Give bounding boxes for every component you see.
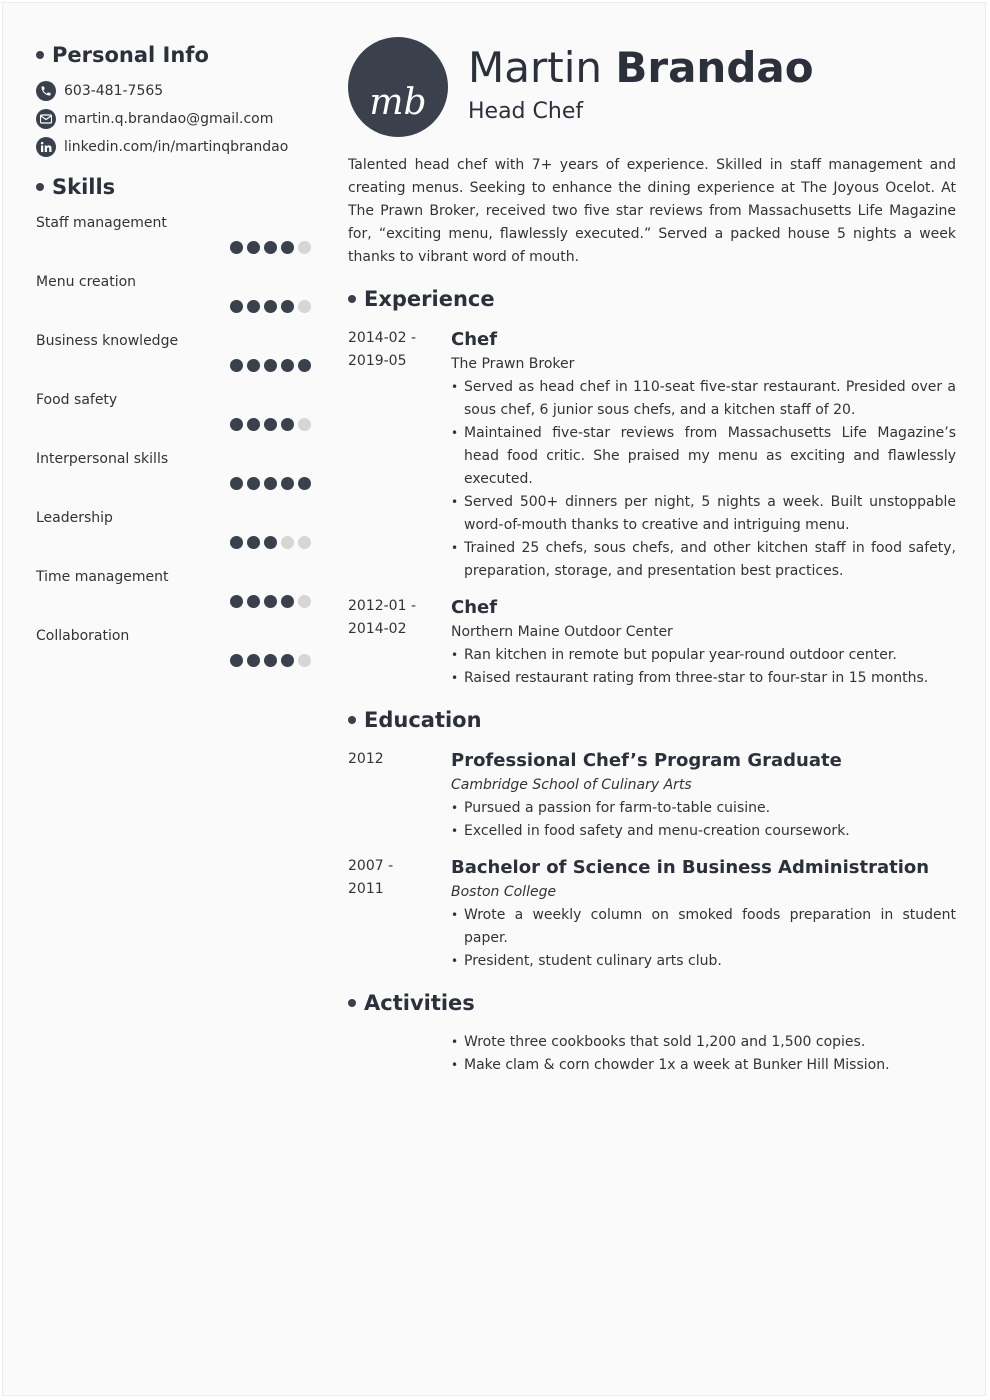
bullet-item: • Served 500+ dinners per night, 5 nights a week. Built unstoppable word-of-mouth thanks to creative and intriguing menu. (451, 491, 956, 537)
date-start: 2012-01 - (348, 598, 416, 614)
email-icon (36, 109, 56, 129)
bullet-item: • Excelled in food safety and menu-creation coursework. (451, 820, 956, 843)
rating-dot-filled (230, 536, 243, 549)
phone-icon (36, 81, 56, 101)
rating-dot-filled (281, 477, 294, 490)
entry-body (451, 595, 956, 690)
rating-dot-filled (281, 595, 294, 608)
linkedin-icon (36, 137, 56, 157)
sidebar (36, 39, 311, 687)
rating-dot-filled (281, 300, 294, 313)
contact-email: martin.q.brandao@gmail.com (36, 105, 311, 133)
entry-organization: Cambridge School of Culinary Arts (451, 777, 692, 793)
entry-organization: Boston College (451, 884, 557, 900)
skill-rating (230, 654, 311, 667)
skill-item (36, 333, 311, 392)
resume-page (2, 2, 986, 1396)
bullet-item: • Ran kitchen in remote but popular year-round outdoor center. (451, 644, 956, 667)
skill-name: Food safety (36, 392, 118, 408)
entry-date (348, 595, 451, 690)
entry-body (451, 1031, 956, 1077)
bullet-dot (348, 999, 356, 1007)
rating-dot-filled (230, 654, 243, 667)
activities-section (348, 987, 956, 1077)
skill-rating (230, 359, 311, 372)
rating-dot-filled (230, 418, 243, 431)
activities-bullets (451, 1031, 956, 1077)
skill-rating (230, 300, 311, 313)
bullet-item: • President, student culinary arts club. (451, 950, 956, 973)
rating-dot-filled (247, 477, 260, 490)
entry (348, 855, 956, 973)
skills-list (36, 215, 311, 687)
skill-item (36, 215, 311, 274)
education-entries (348, 748, 956, 973)
skill-item (36, 274, 311, 333)
experience-entries (348, 327, 956, 690)
rating-dot-filled (247, 359, 260, 372)
rating-dot-filled (298, 359, 311, 372)
rating-dot-filled (230, 241, 243, 254)
date-start: 2014-02 - (348, 330, 416, 346)
rating-dot-filled (298, 477, 311, 490)
experience-section (348, 283, 956, 690)
date-start: 2012 (348, 751, 384, 767)
rating-dot-empty (298, 654, 311, 667)
entry-body (451, 327, 956, 583)
rating-dot-filled (264, 654, 277, 667)
entry-body (451, 748, 956, 843)
rating-dot-filled (281, 654, 294, 667)
rating-dot-filled (281, 418, 294, 431)
rating-dot-filled (247, 536, 260, 549)
bullet-item: • Wrote a weekly column on smoked foods preparation in student paper. (451, 904, 956, 950)
skill-rating (230, 418, 311, 431)
activities-heading: Activities (348, 987, 956, 1019)
skill-rating (230, 241, 311, 254)
rating-dot-filled (264, 536, 277, 549)
entry-title: Chef (451, 329, 498, 350)
bullet-item: • Trained 25 chefs, sous chefs, and other kitchen staff in food safety, preparation, storage, and presentation best practices. (451, 537, 956, 583)
skill-name: Interpersonal skills (36, 451, 169, 467)
candidate-name: Martin Brandao (468, 43, 814, 92)
entry-title: Bachelor of Science in Business Administration (451, 857, 930, 878)
rating-dot-filled (264, 241, 277, 254)
bullet-dot (36, 51, 44, 59)
rating-dot-empty (281, 536, 294, 549)
skill-rating (230, 536, 311, 549)
rating-dot-filled (247, 418, 260, 431)
skill-name: Staff management (36, 215, 167, 231)
bullet-list (451, 904, 956, 973)
skill-item (36, 451, 311, 510)
rating-dot-filled (264, 595, 277, 608)
rating-dot-empty (298, 595, 311, 608)
monogram-avatar: mb (348, 37, 448, 137)
rating-dot-filled (230, 477, 243, 490)
bullet-item: • Wrote three cookbooks that sold 1,200 and 1,500 copies. (451, 1031, 956, 1054)
bullet-item: • Maintained five-star reviews from Massachusetts Life Magazine’s head food critic. She praised my menu as exciting and flawlessly executed. (451, 422, 956, 491)
skill-rating (230, 595, 311, 608)
rating-dot-empty (298, 536, 311, 549)
bullet-list (451, 797, 956, 843)
rating-dot-empty (298, 241, 311, 254)
skill-name: Time management (36, 569, 169, 585)
rating-dot-filled (230, 300, 243, 313)
bullet-list (451, 376, 956, 583)
rating-dot-filled (264, 359, 277, 372)
skill-item (36, 392, 311, 451)
entry-date (348, 855, 451, 973)
rating-dot-filled (230, 595, 243, 608)
bullet-list (451, 644, 956, 690)
date-end: 2014-02 (348, 621, 407, 637)
rating-dot-filled (281, 359, 294, 372)
bullet-dot (348, 295, 356, 303)
entry-organization: Northern Maine Outdoor Center (451, 624, 673, 640)
bullet-item: • Raised restaurant rating from three-star to four-star in 15 months. (451, 667, 956, 690)
contact-list (36, 77, 311, 161)
resume-header (348, 37, 956, 142)
bullet-item: • Served as head chef in 110-seat five-star restaurant. Presided over a sous chef, 6 junior sous chefs, and a kitchen staff of 20. (451, 376, 956, 422)
skill-rating (230, 477, 311, 490)
job-title: Head Chef (468, 99, 584, 124)
rating-dot-filled (264, 418, 277, 431)
bullet-dot (36, 183, 44, 191)
activities-entry (348, 1031, 956, 1077)
entry-date (348, 748, 451, 843)
date-end: 2019-05 (348, 353, 407, 369)
date-start: 2007 - (348, 858, 394, 874)
main-content (348, 37, 956, 1077)
entry-date (348, 327, 451, 583)
education-heading: Education (348, 704, 956, 736)
contact-linkedin: linkedin.com/in/martinqbrandao (36, 133, 311, 161)
experience-heading: Experience (348, 283, 956, 315)
education-section (348, 704, 956, 973)
entry-title: Professional Chef’s Program Graduate (451, 750, 842, 771)
rating-dot-filled (281, 241, 294, 254)
skill-item (36, 628, 311, 687)
skills-heading: Skills (36, 171, 311, 203)
rating-dot-filled (230, 359, 243, 372)
rating-dot-filled (264, 477, 277, 490)
rating-dot-filled (264, 300, 277, 313)
entry-body (451, 855, 956, 973)
entry (348, 748, 956, 843)
date-end: 2011 (348, 881, 384, 897)
personal-info-heading: Personal Info (36, 39, 311, 71)
bullet-dot (348, 716, 356, 724)
entry-organization: The Prawn Broker (451, 356, 575, 372)
rating-dot-filled (247, 241, 260, 254)
rating-dot-empty (298, 418, 311, 431)
bullet-item: • Pursued a passion for farm-to-table cuisine. (451, 797, 956, 820)
entry-date (348, 1031, 451, 1077)
entry-title: Chef (451, 597, 498, 618)
rating-dot-empty (298, 300, 311, 313)
skill-name: Leadership (36, 510, 113, 526)
rating-dot-filled (247, 654, 260, 667)
contact-phone: 603-481-7565 (36, 77, 311, 105)
rating-dot-filled (247, 595, 260, 608)
skill-item (36, 569, 311, 628)
skill-item (36, 510, 311, 569)
skill-name: Collaboration (36, 628, 130, 644)
entry (348, 595, 956, 690)
skill-name: Menu creation (36, 274, 137, 290)
entry (348, 327, 956, 583)
skill-name: Business knowledge (36, 333, 179, 349)
summary-text: Talented head chef with 7+ years of experience. Skilled in staff management and creating menus. Seeking to enhance the dining experience at The Joyous Ocelot. At The Prawn Broker, received two five star reviews from Massachusetts Life Magazine for, “exciting menu, flawlessly executed.” Served a packed house 5 nights a week thanks to vibrant word of mouth. (348, 157, 956, 265)
bullet-item: • Make clam & corn chowder 1x a week at Bunker Hill Mission. (451, 1054, 956, 1077)
rating-dot-filled (247, 300, 260, 313)
